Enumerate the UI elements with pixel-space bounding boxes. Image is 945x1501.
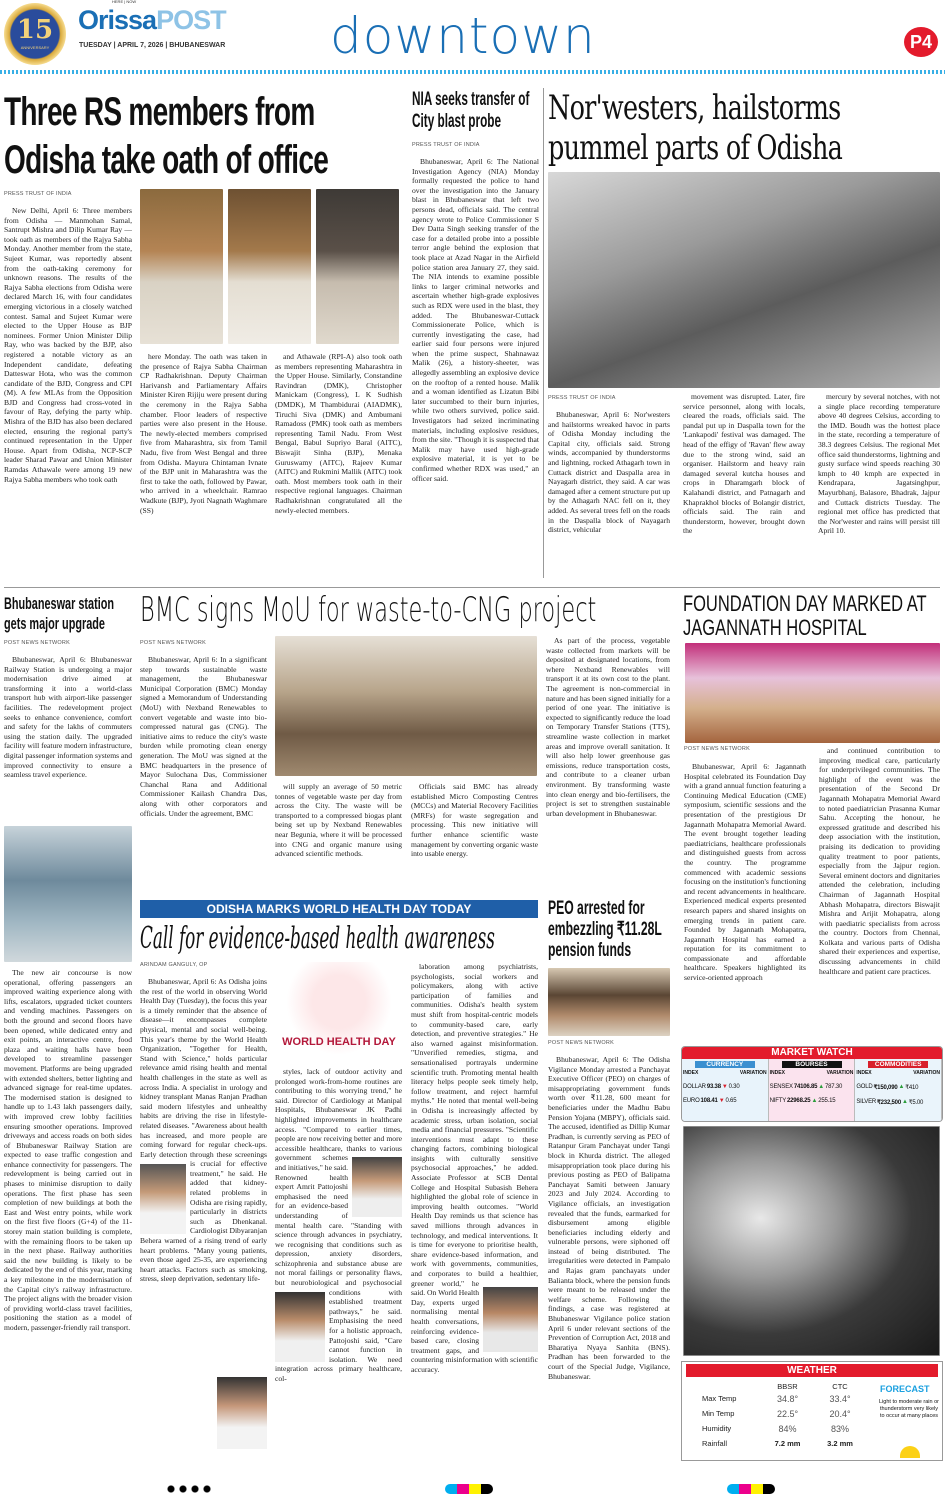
weather-box: [681, 1361, 943, 1461]
photo-foundation: [685, 643, 940, 743]
byline: PRESS TRUST OF INDIA: [548, 395, 616, 401]
world-health-day-logo: [275, 962, 403, 1062]
ctc-value: 3.2 mm: [827, 1439, 853, 1448]
index-value: 93.38: [706, 1084, 721, 1090]
change-value: ₹5.00: [908, 1100, 924, 1106]
article-body: [275, 782, 402, 882]
weather-title: WEATHER: [686, 1364, 938, 1377]
photo-mp-1: [140, 189, 223, 344]
logo-tag: HERE | NOW: [112, 0, 137, 4]
byline: POST NEWS NETWORK: [4, 640, 70, 646]
photo-station: [4, 826, 132, 962]
arrow-down-icon: ▼: [718, 1098, 725, 1104]
market-group-bourses: [769, 1059, 856, 1122]
col-variation: VARIATION: [739, 1070, 767, 1076]
byline: ARINDAM GANGULY, OP: [140, 962, 208, 968]
section-divider: [4, 587, 940, 588]
article-body: [819, 746, 940, 1037]
page-number-badge: P4: [904, 27, 938, 57]
change-value: ₹410: [905, 1085, 919, 1091]
col-ctc: CTC: [832, 1382, 848, 1391]
paragraph: styles, lack of outdoor activity and prolonged work-from-home routines are contributing to this worrying trend," he said. Director of Cardiology at Manipal Hospitals, Bhubaneswar JK Padhi highlighted improvements in healthcare access. "Compared to earlier times, people are now receiving better and more accessible healthcare, thanks to various government schemes and initiatives," he said. Renowned health expert Amrit Pattojoshi emphasised the need for an evidence-based understanding of mental health care. "Standing with science through advances in psychiatry, we recognising that conditions such as depression, anxiety disorders, schizophrenia and substance abuse are not moral failings or personality flaws, but neurobiological and psychosocial conditions with established treatment pathways," he said. Emphasising the need for a holistic approach, Pattojoshi said, "Care cannot function in isolation. We need integration across primary healthcare, col-: [275, 1067, 402, 1383]
headline-peo: PEO arrested for embezzling ₹11.28L pension funds: [548, 898, 662, 961]
arrow-up-icon: ▲: [898, 1084, 905, 1090]
article-body: [412, 157, 539, 580]
change-value: 0.30: [728, 1084, 740, 1090]
market-row: [770, 1098, 854, 1104]
dateline: TUESDAY | APRIL 7, 2026 | BHUBANESWAR: [79, 42, 226, 49]
article-body: [4, 206, 132, 580]
paragraph: will supply an average of 50 metric tonnes of vegetable waste per day from across the City. The waste will be transported to a compressed biogas plant being set up by Nexband Renewables near Begunia, where it will be processed into CNG and organic manure using advanced scientific methods.: [275, 782, 402, 859]
article-body: [548, 410, 670, 580]
headline-nia: NIA seeks transfer of City blast probe: [412, 89, 530, 132]
bbsr-value: 34.8°: [776, 1393, 799, 1404]
headline-station: Bhubaneswar station gets major upgrade: [4, 594, 115, 633]
index-value: ₹150,090: [873, 1085, 898, 1091]
logo: [78, 5, 226, 35]
col-variation: VARIATION: [913, 1070, 941, 1076]
article-body: [548, 1055, 670, 1465]
group-label: BOURSES: [782, 1061, 842, 1068]
registration-marks: [0, 1484, 945, 1496]
article-body: [546, 636, 670, 882]
paragraph: Officials said BMC has already established Micro Composting Centres (MCCs) and Material Recovery Facilities (MRFs) for waste segregation and processing. This new initiative will further enhance scientific waste management by converting organic waste into usable energy.: [411, 782, 538, 859]
anniversary-label: ANNIVERSARY: [20, 45, 50, 50]
index-name: DOLLAR: [683, 1084, 706, 1090]
logo-post: POST: [156, 5, 226, 35]
index-name: SENSEX: [769, 1084, 793, 1090]
market-group-commodities: [855, 1059, 942, 1122]
article-body: [683, 392, 805, 580]
paragraph: As part of the process, vegetable waste collected from markets will be deposited at designated locations, from where Nexband Renewables will transport it at its own cost to the plant. The agreement is non-commercial in nature and has been signed initially for a period of one year. The initiative is expected to significantly reduce the load on Temporary Transfer Stations (TTS), streamline waste collection in market areas and improve overall sanitation. It will also help lower greenhouse gas emissions, reduce transportation costs, and contribute to a cleaner urban environment. By transforming waste into clean energy and bio-fertilisers, the project is set to strengthen sustainable urban development in Bhubaneswar.: [546, 636, 670, 818]
byline: POST NEWS NETWORK: [548, 1040, 614, 1046]
paragraph: The new air concourse is now operational, offering passengers an improved waiting experience along with lifts, escalators, upgraded ticket counters and vending machines. Passengers on both the ground and second floors have been opened, while dedicated entry and exit points, an interactive centre, food plaza and waiting halls have been developed to streamline passenger movement. Platforms are being upgraded with extended shelters, better lighting and advanced signage for real-time updates. The modernised station is designed to handle up to 1.43 lakh passengers daily, with improved crew lobby facilities ensuring smoother operations. Improved driveways and access roads on both sides of Bhubaneswar Railway Station are expected to ease traffic congestion and enhance connectivity for passengers. The redevelopment is being carried out in phases to minimise disruption to daily operations. The first phase has seen completion of new buildings at both the East and West entry points, while work on the first five floors (G+4) of the 11-storey main station building is complete, with the remaining floors to be taken up in the next phase. Railway authorities said the new building is likely to be dedicated by the end of this year, marking a key milestone in the modernisation of the Capital city's railway infrastructure. The project aligns with the broader vision of providing world-class travel facilities, positioning the station as a model of modern, passenger-friendly rail transport.: [4, 968, 132, 1332]
column-divider: [543, 88, 544, 578]
arrow-up-icon: ▲: [811, 1098, 818, 1104]
photo-mou-signing: [275, 636, 537, 776]
weather-label: Humidity: [702, 1424, 732, 1433]
anniversary-number: 15: [16, 15, 54, 45]
photo-doctor-2: [352, 1157, 402, 1217]
article-body: [4, 655, 132, 820]
weather-row: [702, 1406, 865, 1421]
change-value: 255.15: [818, 1098, 836, 1104]
index-value: 74106.85: [793, 1084, 818, 1090]
logo-text: WORLD HEALTH DAY: [282, 1036, 396, 1048]
paragraph: and continued contribution to improving medical care, particularly for underprivileged communities. The highlight of the event was the presentation of the Second Dr Jagannath Mohapatra Memorial Award to noted paediatrician Prasanna Kumar Sahu. Accepting the honour, he expressed gratitude and described his deep association with the institution, praising its dedication to providing quality treatment to poor patients, especially from the Jajpur region. Several eminent doctors and dignitaries attended the celebration, including Chairman of Jagannath Hospital Abhash Mohapatra, directors Biswajit Mishra and Arijit Mohapatra, along with paediatric specialists from across the country. Doctors from Chennai, Kolkata and various parts of Odisha shared their experiences and expertise, discussing advancements in child healthcare and patient care practices.: [819, 746, 940, 976]
sun-icon: [900, 1446, 920, 1458]
col-index: INDEX: [769, 1070, 785, 1076]
forecast-text: Light to moderate rain or thunderstorm very likely to occur at many places: [879, 1399, 939, 1419]
anniversary-badge: [4, 3, 66, 65]
article-body: [140, 655, 267, 883]
arrow-down-icon: ▼: [721, 1084, 728, 1090]
paragraph: New Delhi, April 6: Three members from Odisha — Manmohan Samal, Santrupt Mishra and Dilip Kumar Ray — took oath as members of the Rajya Sabha Monday. Another member from the state, Sujeet Kumar, was reportedly absent from the oath-taking ceremony for unknown reasons. The results of the Rajya Sabha elections from Odisha were declared March 16, with four candidates emerging victorious in a closely watched contest. Samal and Sujeet Kumar were elected to the Upper House as BJP nominees. Former Union Minister Dilip Ray, who was backed by the BJP, also registered a notable victory as an Independent candidate, defeating Datteswar Hota, who was the common candidate of the BJD, Congress and CPI (M). A few MLAs from the Opposition BJD and Congress had cross-voted in favour of Ray, defying the party whip. Mishra of the BJD has also been declared elected, ensuring the regional party's continued representation in the Upper House. Apart from Odisha, NCP-SCP leader Sharad Pawar and Union Minister Ramdas Athawale were among 19 new Rajya Sabha members who took oath: [4, 206, 132, 484]
col-index: INDEX: [683, 1070, 699, 1076]
paragraph: Bhubaneswar, April 6: As Odisha joins the rest of the world in observing World Health Day (Tuesday), the focus this year is a timely reminder that the absence of disease—it encompasses complete physical, mental and social well-being. This year's theme by the World Health Organization, "Together for Health, Stand with Science," holds particular relevance amid rising health and mental health challenges in the state as well as across India. A specialist in urology and kidney transplant Manas Ranjan Pradhan said modern lifestyles and unhealthy habits are driving the rise in lifestyle-related diseases. "Awareness about health has increased, and more people are coming forward for regular check-ups. Early detection through these screenings is crucial for effective treatment," he said. He added that kidney-related problems in Odisha are rising rapidly, particularly in districts such as Dhenkanal. Cardiologist Dibyaranjan Behera warned of a rising trend of early heart problems. "Many young patients, even those aged 25-35, are experiencing heart attacks. Factors such as smoking, stress, sleep deprivation, sedentary life-: [140, 977, 267, 1284]
paragraph: movement was disrupted. Later, fire service personnel, along with locals, cleared the roads, officials said. The pandal put up in Daspalla town for the 'Lankapodi' festival was damaged. The head of the effigy of 'Ravan' flew away due to the strong wind, said an organiser. Hailstorm and heavy rain damaged several kutcha houses and crops in Dharamgarh block of Kalahandi district, and Patnagarh and Khaprakhol blocks of Bolangir district, officials said. The rain and thunderstorm, however, brought down the: [683, 392, 805, 536]
paragraph: laboration among psychiatrists, psychologists, social workers and policymakers, along with active participation of families and communities. Odisha's health system must shift from hospital-centric models to community-based care, early detection, and preventive strategies." He also warned against misinformation. "Unverified remedies, stigma, and sensationalised portrayals undermine scientific truth. Promoting mental health literacy helps people seek timely help, follow treatment, and reject harmful myths." He noted that mental well-being in Odisha is increasingly affected by academic stress, urban isolation, social media and financial pressures. "Scientific interventions must adapt to these changing factors, combining biological insights with culturally sensitive psychosocial approaches," he added. Associate Professor at SCB Dental College and Hospital Subasish Behera highlighted the global role of science in improving health outcomes. "World Health Day reminds us that science has saved millions through advances in technology, and medical interventions. It is time for everyone to prioritise health, share evidence-based information, and work with governments, communities, and corporates to build a healthier, greener world," he said. On World Health Day, experts urged normalising mental health conversations, reinforcing evidence-based care, closing treatment gaps, and countering misinformation with scientific accuracy.: [411, 962, 538, 1374]
headline-storm: Nor'westers, hailstorms pummel parts of Odisha: [548, 88, 843, 168]
article-body: [4, 968, 132, 1465]
weather-label: Min Temp: [702, 1409, 735, 1418]
col-bbsr: BBSR: [777, 1382, 798, 1391]
ctc-value: 33.4°: [829, 1393, 851, 1404]
index-name: NIFTY: [769, 1098, 787, 1104]
headline-rs-oath: Three RS members from Odisha take oath of office: [4, 90, 329, 182]
weather-label: Rainfall: [702, 1439, 728, 1448]
index-value: ₹232,500: [877, 1100, 901, 1106]
article-body: [140, 352, 267, 580]
change-value: 787.30: [825, 1084, 843, 1090]
weather-row: [702, 1391, 865, 1406]
photo-doctor-4: [483, 1287, 538, 1352]
group-label: COMMODITIES: [868, 1061, 928, 1068]
col-variation: VARIATION: [826, 1070, 854, 1076]
change-value: 0.65: [725, 1098, 737, 1104]
byline: PRESS TRUST OF INDIA: [412, 142, 480, 148]
index-name: EURO: [683, 1098, 700, 1104]
article-body: [140, 977, 267, 1465]
market-group-currency: [682, 1059, 769, 1122]
article-body: [275, 1067, 402, 1465]
market-title: MARKET WATCH: [682, 1047, 942, 1059]
byline: POST NEWS NETWORK: [684, 746, 750, 752]
ctc-value: 83%: [830, 1423, 849, 1434]
paragraph: Bhubaneswar, April 6: The Odisha Vigilance Monday arrested a Panchayat Executive Officer (PEO) on charges of misappropriating government funds worth over ₹11.28, 600 meant for beneficiaries under the Madhu Babu Pension Yojana (MBPY), officials said. The accused, identified as Dillip Kumar Pradhan, is currently serving as PEO of Ratanpur Gram Panchayat under Tangi block in Khurda district. The alleged misappropriation took place during his previous posting as PEO of Balipatna Panchayat Samiti between January 2023 and July 2024. According to Vigilance officials, an investigation revealed that the funds, earmarked for disbursement among eligible beneficiaries including elderly and vulnerable persons, were siphoned off instead of being distributed. The irregularities were detected in Pampalo and Rajas gram panchayats under Balianta block, where the pension funds were meant to be released under the welfare scheme. Following the findings, a case was registered at Bhubaneswar Vigilance police station April 6 under relevant sections of the Prevention of Corruption Act, 2018 and Bharatiya Nyaya Sanhita (BNS). Pradhan has been forwarded to the court of the Special Judge, Vigilance, Bhubaneswar.: [548, 1055, 670, 1381]
arrow-up-icon: ▲: [818, 1084, 825, 1090]
market-row: [856, 1099, 940, 1106]
photo-doctor-1: [140, 1164, 186, 1234]
index-name: GOLD: [856, 1084, 873, 1090]
article-body: [411, 782, 538, 882]
group-label: CURRENCY: [695, 1061, 755, 1068]
satellite-image: [683, 1126, 940, 1356]
paragraph: Bhubaneswar, April 6: In a significant step towards sustainable waste management, the Bhubaneswar Municipal Corporation (BMC) Monday signed a Memorandum of Understanding (MoU) with Nexband Renewables to convert vegetable and waste into bio-compressed natural gas (CNG). The initiative aims to reduce the city's waste burden while promoting clean energy generation. The MoU was signed at the BMC headquarters in the presence of Mayor Sulochana Das, Commissioner Chanchal Rana and Additional Commissioner Kailash Chandra Das, along with other corporators and officials. Under the agreement, BMC: [140, 655, 267, 818]
headline-health: Call for evidence-based health awareness: [140, 921, 495, 956]
logo-orissa: Orissa: [78, 5, 157, 35]
byline: PRESS TRUST OF INDIA: [4, 191, 72, 197]
paragraph: mercury by several notches, with not a single place recording temperature above 40 degrees Celsius, according to the IMD. Boudh was the hottest place in the state, recording a temperature of 38.3 degrees Celsius. The regional Met office said thunderstorms, lightning and gusty surface wind speeds reaching 30 kmph to 40 kmph are expected in Kendrapara, Jagatsinghpur, Mayurbhanj, Balasore, Bhadrak, Jajpur and Cuttack districts Tuesday. The regional met office has predicted that the Nor'wester and rains will persist till April 10.: [818, 392, 940, 536]
market-row: [856, 1084, 940, 1091]
photo-accused: [548, 968, 670, 1036]
article-body: [411, 962, 538, 1465]
paragraph: and Athawale (RPI-A) also took oath as members representing Maharashtra in the Upper House. Similarly, Constandine Ravindran (DMK), Christopher Manickam (Congress), L K Sudhish (DMDK), M Thambidurai (AIADMK), Tiruchi Siva (DMK) and Ambumani Ramadoss (PMK) took oath as members representing Tamil Nadu. From West Bengal, Babul Supriyo Baral (AITC), Biswajit Sinha (BJP), Menaka Guruswamy (AITC), Rajeev Kumar (AITC) and Rukmini Mallik (AITC) took oath. Most members took oath in their respective regional languages. Chairman Radhakrishnan congratulated all the newly-elected members.: [275, 352, 402, 515]
market-row: [683, 1084, 767, 1090]
bbsr-value: 84%: [778, 1423, 797, 1434]
photo-doctor-5: [217, 1377, 267, 1449]
bbsr-value: 7.2 mm: [774, 1439, 801, 1448]
market-watch: [681, 1046, 943, 1122]
bbsr-value: 22.5°: [776, 1408, 799, 1419]
article-body: [275, 352, 402, 580]
ctc-value: 20.4°: [829, 1408, 851, 1419]
section-title: downtown: [330, 7, 596, 65]
header-divider: [0, 70, 945, 74]
article-body: [684, 762, 806, 1037]
photo-mp-3: [316, 189, 399, 344]
market-row: [683, 1098, 767, 1104]
paragraph: Bhubaneswar, April 6: Nor'westers and hailstorms wreaked havoc in parts of Odisha Monday including the Capital city, officials said. Strong winds, accompanied by thunderstorms and lightning, rocked Athagarh town in Cuttack district and Daspalla area in Nayagarh district, they said. A car was damaged after a cement structure put up by the Athagarh NAC fell on it, they added. As several trees fell on the roads in the Daspalla block of Nayagarh district, vehicular: [548, 410, 670, 535]
headline-foundation: FOUNDATION DAY MARKED AT JAGANNATH HOSPITAL: [683, 591, 927, 640]
market-row: [770, 1084, 854, 1090]
paragraph: Bhubaneswar, April 6: The National Investigation Agency (NIA) Monday formally requested the police to hand over the investigation into the January blast in Bhubaneswar that left two persons dead, officials said. The central agency wrote to Police Commissioner S Dev Datta Singh seeking transfer of the case for a detailed probe into a possible terror angle behind the explosion that took place at Azad Nagar in the Airfield police station area January 27, they said. The NIA intends to examine possible links to larger criminal networks and ascertain whether high-grade explosives such as RDX were used in the blast, they added. The Bhubaneswar-Cuttack Commissionerate Police, which is currently investigating the case, had earlier said four persons were injured when the prime suspect, Shahnawaz Malik (26), a history-sheeter, was allegedly assembling an explosive device on the rooftop of a rented house. Malik and a woman identified as Lizatun Bibi later succumbed to their burn injuries, while two others survived, police said. Investigators had seized incriminating materials, including explosive residues, from the site. "Though it is suspected that Malik may have used high-grade explosive material, it is yet to be confirmed whether RDX was used," an officer said.: [412, 157, 539, 483]
byline: POST NEWS NETWORK: [140, 640, 206, 646]
photo-storm: [548, 172, 940, 388]
index-name: SILVER: [856, 1099, 877, 1105]
photo-mp-2: [228, 189, 311, 344]
paragraph: Bhubaneswar, April 6: Bhubaneswar Railway Station is undergoing a major modernisation drive aimed at transforming it into a world-class transport hub with airport-like passenger facilities. The redevelopment project seeks to enhance convenience, comfort and safety for the lakhs of commuters using the station daily. The upgraded facility will feature modern infrastructure, digital passenger information systems and improved connectivity to ensure a seamless travel experience.: [4, 655, 132, 780]
weather-row: [702, 1436, 865, 1451]
weather-row: [702, 1421, 865, 1436]
article-body: [818, 392, 940, 580]
weather-label: Max Temp: [702, 1394, 737, 1403]
health-banner: ODISHA MARKS WORLD HEALTH DAY TODAY: [140, 900, 538, 918]
index-value: 22968.25: [787, 1098, 811, 1104]
paragraph: Bhubaneswar, April 6: Jagannath Hospital celebrated its Foundation Day with a grand annual function featuring a Continuing Medical Education (CME) symposium, scientific sessions and the presentation of the prestigious Dr Jagannath Mohapatra Memorial Award. The event brought together leading paediatricians, healthcare professionals and distinguished guests from across the country. The programme commenced with academic sessions focusing on the institution's functioning and recent advancements in healthcare. Experienced medical experts presented research papers and shared insights on emerging trends in patient care. Founded by Jagannath Mohapatra, Jagannath Hospital has earned a reputation for its commitment to compassionate and affordable healthcare. Speakers highlighted its service-oriented approach: [684, 762, 806, 983]
col-index: INDEX: [856, 1070, 872, 1076]
paragraph: here Monday. The oath was taken in the presence of Rajya Sabha Chairman CP Radhakrishnan. Deputy Chairman Harivansh and Parliamentary Affairs Minister Kiren Rijiju were present during the ceremony in the Rajya Sabha chamber. Floor leaders of respective parties were also present in the House. The newly-elected members comprised five from Maharashtra, six from Tamil Nadu, five from West Bengal and three from Odisha. Mayura Chintaman Ivnate of the BJP unit in Maharashtra was the first to take the oath, followed by Pawar, who arrived in a wheelchair. Ramrao Wadkute (BJP), Jyoti Nagnath Waghmare (SS): [140, 352, 267, 515]
photo-doctor-3: [275, 1292, 325, 1362]
index-value: 108.41: [700, 1098, 718, 1104]
arrow-up-icon: ▲: [901, 1099, 908, 1105]
forecast-label: FORECAST: [880, 1384, 930, 1394]
headline-bmc: BMC signs MoU for waste-to-CNG project: [140, 590, 597, 630]
